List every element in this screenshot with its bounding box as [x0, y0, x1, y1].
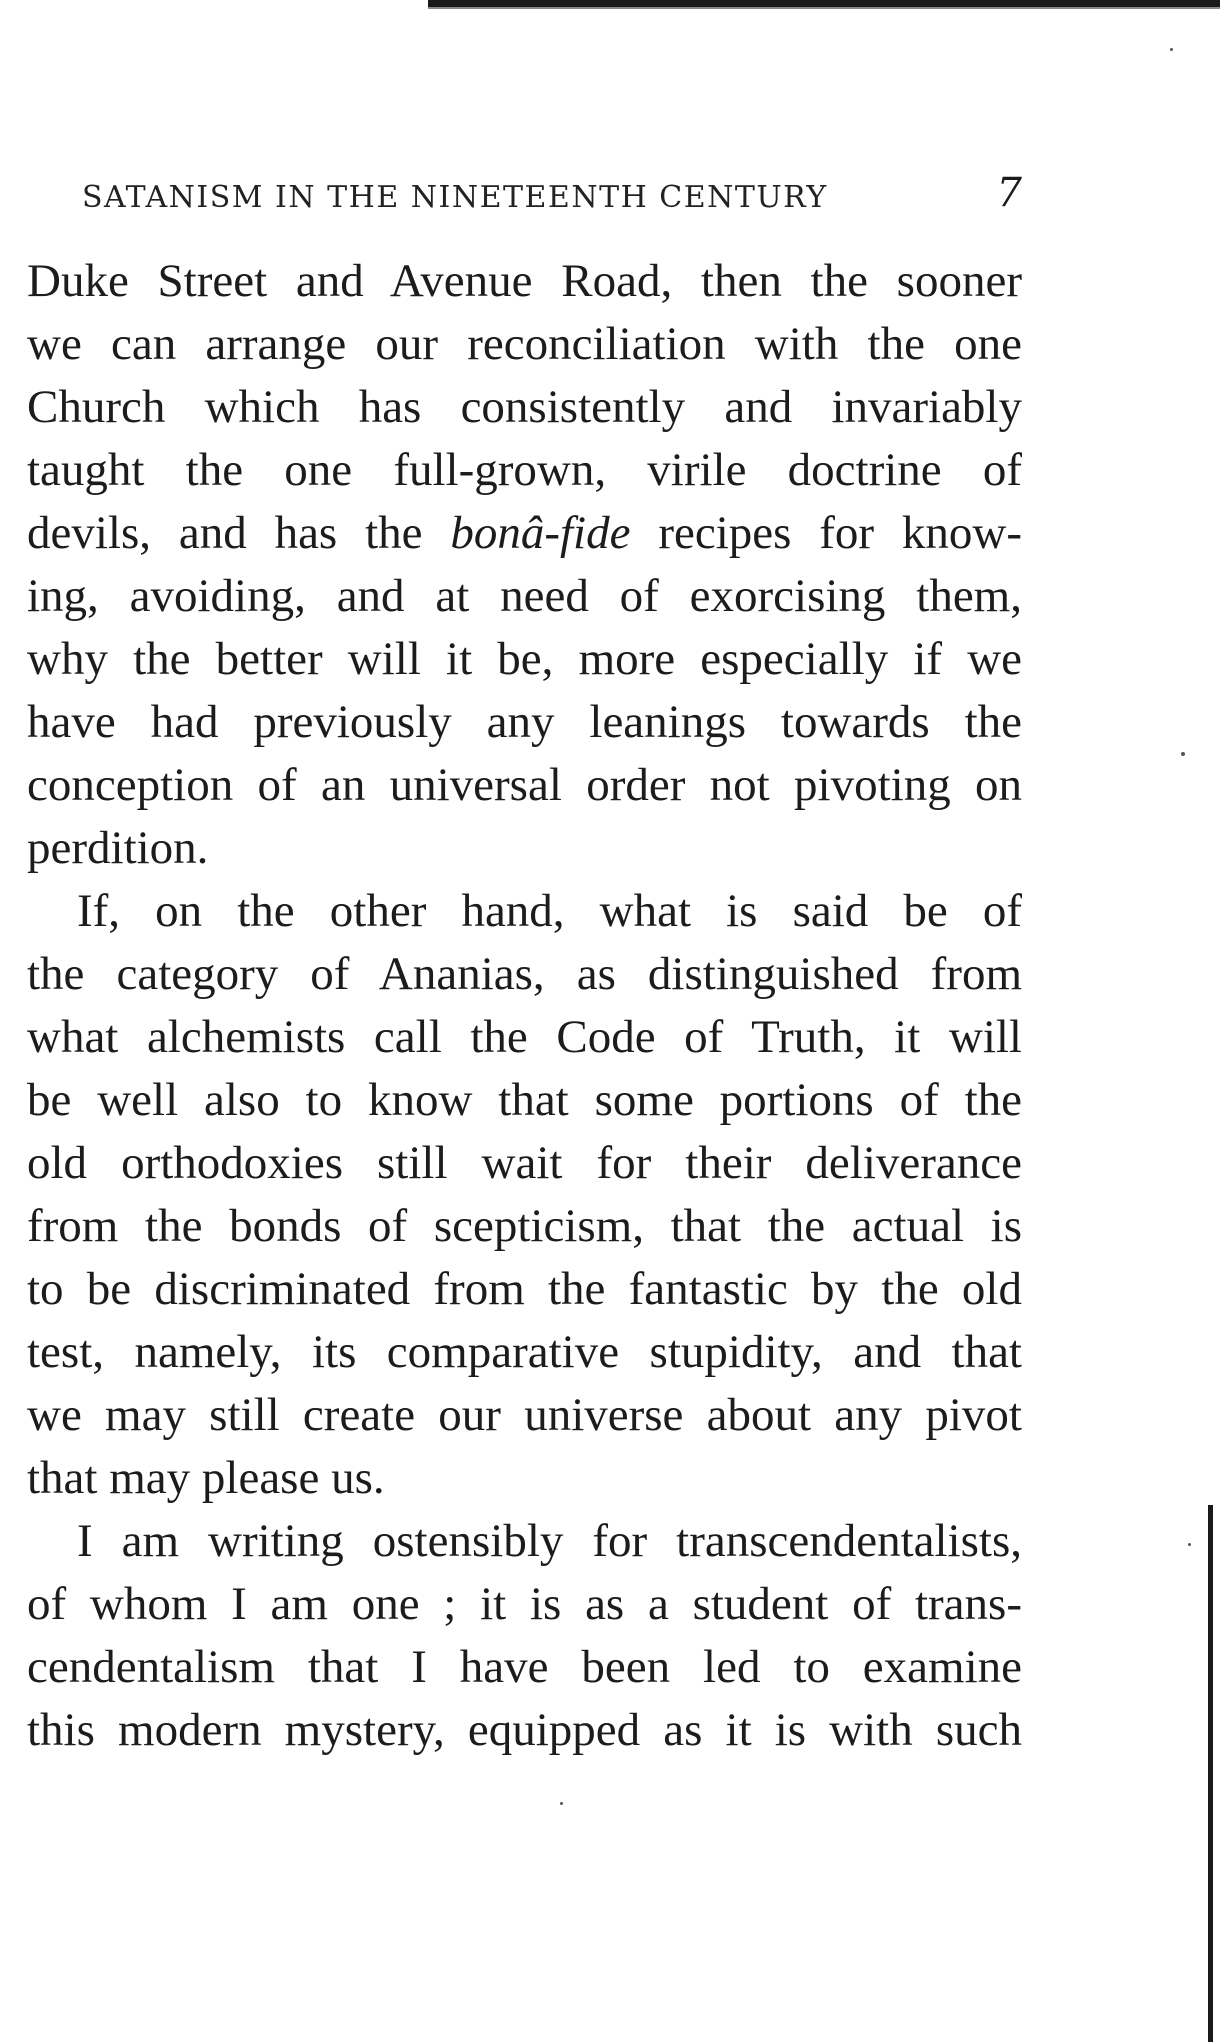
text-line: cendentalism that I have been led to examine — [27, 1641, 1022, 1693]
page-number: 7 — [996, 170, 1022, 216]
text-line: If, on the other hand, what is said be of — [77, 885, 1022, 937]
text-line: perdition. — [27, 822, 209, 874]
page-edge-shadow — [1208, 1505, 1213, 2042]
text-line: devils, and has the bonâ-fide recipes for know- — [27, 507, 1023, 559]
top-border-rule — [428, 0, 1220, 7]
running-head-title: SATANISM IN THE NINETEENTH CENTURY — [82, 180, 828, 215]
paragraph — [27, 250, 1022, 880]
text-line: test, namely, its comparative stupidity, and that — [27, 1326, 1022, 1378]
text-line: I am writing ostensibly for transcendentalists, — [77, 1515, 1022, 1567]
text-line: that may please us. — [27, 1452, 385, 1504]
text-line: from the bonds of scepticism, that the actual is — [27, 1200, 1022, 1252]
running-head — [82, 170, 1022, 220]
text-line: have had previously any leanings towards the — [27, 696, 1022, 748]
text-line: be well also to know that some portions of the — [27, 1074, 1022, 1126]
text-line: taught the one full-grown, virile doctrine of — [27, 444, 1022, 496]
text-line: old orthodoxies still wait for their deliverance — [27, 1137, 1022, 1189]
text-line: what alchemists call the Code of Truth, it will — [27, 1011, 1022, 1063]
paper-speck — [1181, 752, 1185, 756]
text-line: this modern mystery, equipped as it is with such — [27, 1704, 1022, 1756]
text-line: ing, avoiding, and at need of exorcising them, — [27, 570, 1022, 622]
text-line: Church which has consistently and invariably — [27, 381, 1022, 433]
top-border-rule-shadow — [428, 7, 1220, 9]
paragraph — [27, 880, 1022, 1510]
paper-speck — [1170, 48, 1173, 51]
text-line: the category of Ananias, as distinguished from — [27, 948, 1022, 1000]
text-line: we may still create our universe about any pivot — [27, 1389, 1022, 1441]
italic-term: bonâ-fide — [450, 507, 631, 559]
paper-speck — [1188, 1543, 1191, 1546]
paper-speck — [560, 1802, 563, 1805]
text-line: to be discriminated from the fantastic by the old — [27, 1263, 1022, 1315]
text-line: we can arrange our reconciliation with the one — [27, 318, 1022, 370]
text-line: conception of an universal order not pivoting on — [27, 759, 1022, 811]
paragraph — [27, 1510, 1022, 1762]
body-text — [27, 250, 1022, 1762]
text-line: of whom I am one ; it is as a student of trans- — [27, 1578, 1022, 1630]
text-line: why the better will it be, more especially if we — [27, 633, 1022, 685]
text-line: Duke Street and Avenue Road, then the sooner — [27, 255, 1022, 307]
